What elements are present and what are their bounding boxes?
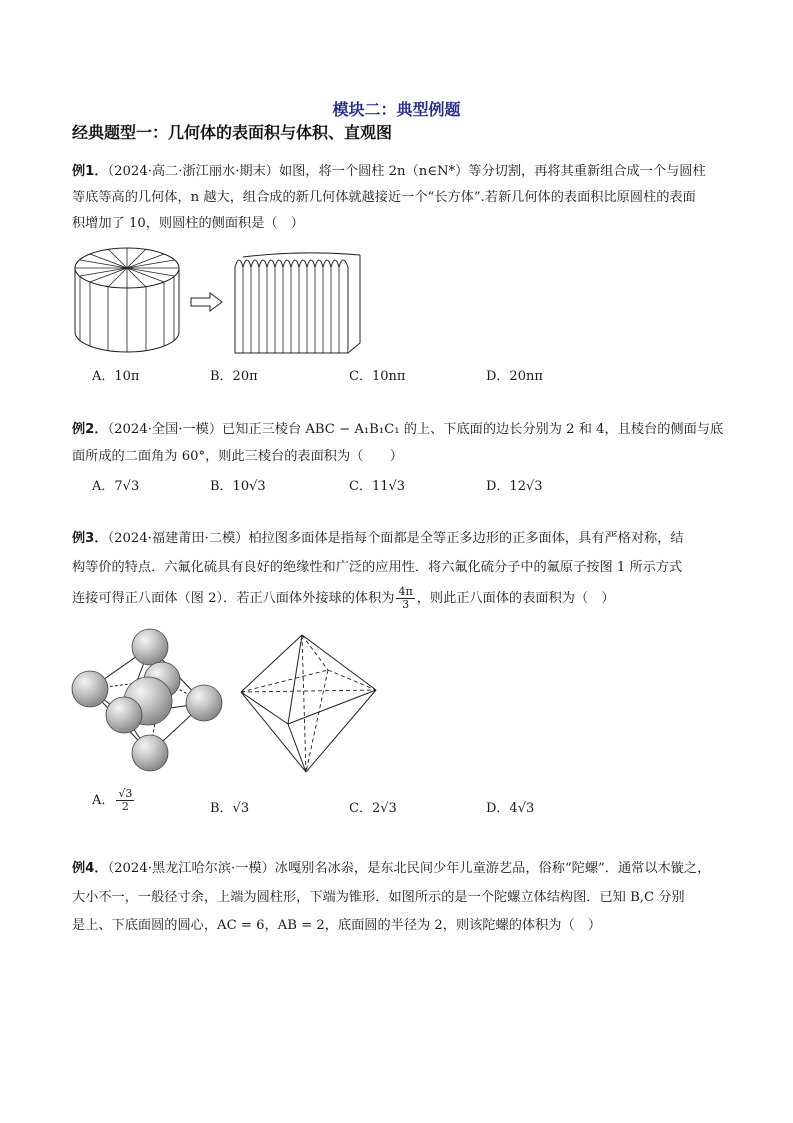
q2-option-c[interactable]: C．11√3 [349, 479, 406, 494]
q3-option-a-denominator: 2 [121, 800, 129, 813]
q3-line3 [72, 586, 615, 611]
q2-line1 [72, 418, 723, 437]
q4-text-1: （2024·黑龙江哈尔滨·一模）冰嘎别名冰尜，是东北民间少年儿童游艺品，俗称“陀螺”．通常以木镟之， [107, 861, 711, 876]
cylinder-figure [70, 240, 190, 360]
q2-text-1: （2024·全国·一模）已知正三棱台 ABC − A₁B₁C₁ 的上、下底面的边长分别为 2 和 4，且棱台的侧面与底 [107, 422, 724, 437]
q3-text-3b: ，则此正八面体的表面积为（ ） [416, 591, 615, 606]
q1-option-a[interactable]: A．10π [92, 369, 140, 384]
q3-option-c[interactable]: C．2√3 [349, 801, 397, 816]
q3-option-a-numerator: √3 [118, 787, 133, 800]
q1-line1 [72, 160, 706, 179]
q1-option-d[interactable]: D．20nπ [486, 369, 543, 384]
q1-option-b[interactable]: B．20π [210, 369, 258, 384]
q3-text-1: （2024·福建莆田·二模）柏拉图多面体是指每个面都是全等正多边形的正多面体，具有严格对称，结 [107, 531, 684, 546]
q4-number: 例4． [72, 861, 108, 876]
q3-option-a[interactable] [92, 788, 136, 813]
q4-line3: 是上、下底面圆的圆心，AC = 6，AB = 2，底面圆的半径为 2，则该陀螺的体积为（ ） [72, 918, 602, 933]
q4-line2: 大小不一，一般径寸余，上端为圆柱形，下端为锥形．如图所示的是一个陀螺立体结构图．已知 B,C 分别 [72, 890, 685, 905]
q2-option-d[interactable]: D．12√3 [486, 479, 543, 494]
question-type-title: 经典题型一：几何体的表面积与体积、直观图 [72, 123, 393, 142]
octahedron-figure [236, 632, 381, 777]
q3-option-d[interactable]: D．4√3 [486, 801, 535, 816]
q3-text-3a: 连接可得正八面体（图 2）．若正八面体外接球的体积为 [72, 591, 395, 606]
q4-line1 [72, 857, 710, 876]
q1-option-c[interactable]: C．10nπ [349, 369, 406, 384]
q3-frac-numerator: 4π [398, 585, 413, 598]
q3-line2: 构等价的特点．六氟化硫具有良好的绝缘性和广泛的应用性．将六氟化硫分子中的氟原子按图 1 所示方式 [72, 560, 683, 575]
q1-line3: 积增加了 10，则圆柱的侧面积是（ ） [72, 216, 304, 231]
sf6-molecule-figure [68, 625, 228, 780]
q1-number: 例1． [72, 164, 108, 179]
q3-line1 [72, 527, 684, 546]
rearranged-box-figure [230, 245, 365, 360]
q3-number: 例3． [72, 531, 108, 546]
q2-number: 例2． [72, 422, 108, 437]
q3-frac-denominator: 3 [402, 598, 410, 611]
q1-line2: 等底等高的几何体，n 越大，组合成的新几何体就越接近一个“长方体”.若新几何体的表面积比原圆柱的表面 [72, 190, 696, 205]
q2-option-b[interactable]: B．10√3 [210, 479, 266, 494]
q3-volume-fraction [396, 586, 414, 611]
q2-line2: 面所成的二面角为 60°，则此三棱台的表面积为（ ） [72, 449, 403, 464]
q3-option-a-fraction [116, 788, 134, 813]
arrow-right-icon [190, 292, 224, 312]
q3-option-a-prefix: A． [92, 793, 115, 808]
q2-option-a[interactable]: A．7√3 [92, 479, 140, 494]
q1-text-1: （2024·高二·浙江丽水·期末）如图，将一个圆柱 2n（n∈N*）等分切割，再将其重新组合成一个与圆柱 [107, 164, 706, 179]
q3-option-b[interactable]: B．√3 [210, 801, 250, 816]
section-title: 模块二：典型例题 [332, 100, 461, 119]
